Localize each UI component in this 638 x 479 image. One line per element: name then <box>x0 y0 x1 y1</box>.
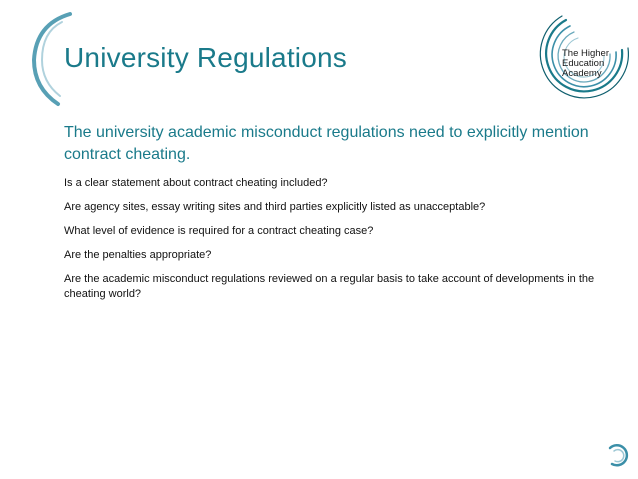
bullet-item: Are the academic misconduct regulations reviewed on a regular basis to take account of developments in the cheating world? <box>64 273 595 300</box>
bottom-arc-decoration <box>604 440 634 470</box>
logo-line-3: Academy <box>562 68 602 79</box>
slide-subtitle: The university academic misconduct regulations need to explicitly mention contract cheating. <box>64 124 589 163</box>
logo-line-2: Education <box>562 58 605 69</box>
bullet-item: What level of evidence is required for a contract cheating case? <box>64 225 374 237</box>
slide-title: University Regulations <box>64 42 347 73</box>
logo-line-1: The Higher <box>562 48 609 59</box>
bullet-item: Are agency sites, essay writing sites and third parties explicitly listed as unacceptable? <box>64 201 486 213</box>
logo-text <box>562 49 622 79</box>
bullet-item: Is a clear statement about contract cheating included? <box>64 177 328 189</box>
bullet-item: Are the penalties appropriate? <box>64 249 212 261</box>
bullet-list <box>64 176 604 311</box>
